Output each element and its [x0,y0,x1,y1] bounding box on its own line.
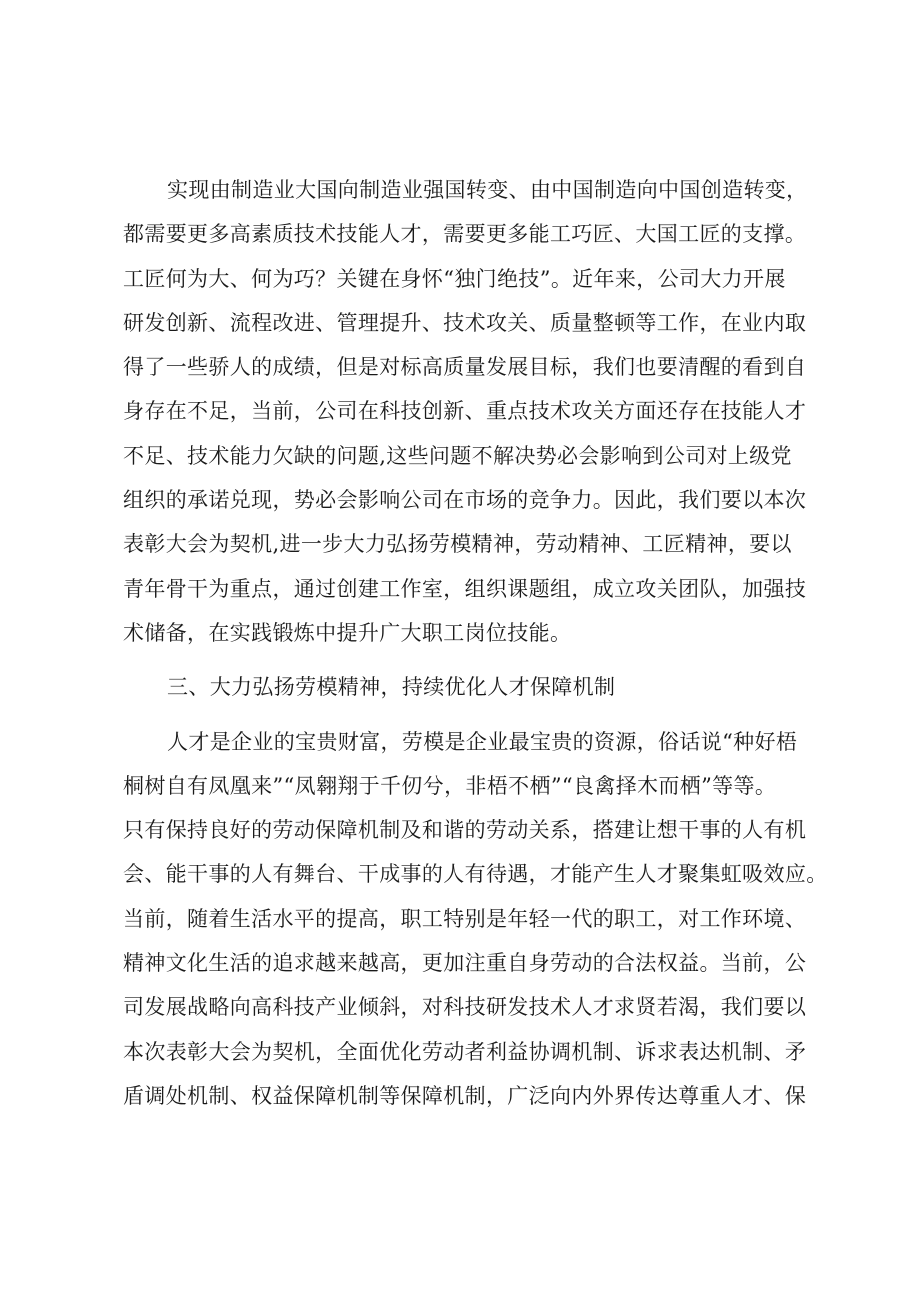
text-line: 青年骨干为重点，通过创建工作室，组织课题组，成立攻关团队，加强技 [123,576,807,601]
section-heading [123,665,805,709]
text-line: 工匠何为大、何为巧？关键在身怀“独门绝技”。近年来，公司大力开展 [123,266,786,291]
paragraph-1 [123,168,808,655]
text-line: 得了一些骄人的成绩，但是对标高质量发展目标，我们也要清醒的看到自 [123,355,807,380]
text-line: 术储备，在实践锻炼中提升广大职工岗位技能。 [123,620,572,645]
text-line: 组织的承诺兑现，势必会影响公司在市场的竞争力。因此，我们要以本次 [123,488,807,513]
text-line: 司发展战略向高科技产业倾斜，对科技研发技术人才求贤若渴，我们要以 [123,995,807,1020]
paragraph-2 [123,720,828,1119]
text-line: 本次表彰大会为契机，全面优化劳动者利益协调机制、诉求表达机制、矛 [123,1039,807,1064]
text-line: 都需要更多高素质技术技能人才，需要更多能工巧匠、大国工匠的支撑。 [123,222,807,247]
document-body [123,168,828,1118]
text-line: 表彰大会为契机,进一步大力弘扬劳模精神，劳动精神、工匠精神，要以 [123,532,792,557]
text-line: 实现由制造业大国向制造业强国转变、由中国制造向中国创造转变， [167,178,808,202]
text-line: 人才是企业的宝贵财富，劳模是企业最宝贵的资源，俗话说“种好梧 [167,729,798,754]
text-line: 桐树自有凤凰来”“凤翱翔于千仞兮，非梧不栖”“良禽择木而栖”等等。 [123,773,777,798]
heading-text: 三、大力弘扬劳模精神，持续优化人才保障机制 [167,675,616,700]
text-line: 盾调处机制、权益保障机制等保障机制，广泛向内外界传达尊重人才、保 [123,1083,807,1108]
text-line: 身存在不足，当前，公司在科技创新、重点技术攻关方面还存在技能人才 [123,399,807,424]
text-line: 只有保持良好的劳动保障机制及和谐的劳动关系，搭建让想干事的人有机 [123,818,807,843]
paragraph-gap [123,710,805,720]
text-line: 研发创新、流程改进、管理提升、技术攻关、质量整顿等工作，在业内取 [123,310,807,335]
text-line: 精神文化生活的追求越来越高，更加注重自身劳动的合法权益。当前，公 [123,951,807,976]
paragraph-gap [123,655,805,665]
text-line: 会、能干事的人有舞台、干成事的人有待遇，才能产生人才聚集虹吸效应。 [123,862,828,887]
text-line: 不足、技术能力欠缺的问题,这些问题不解决势必会影响到公司对上级党 [123,443,792,468]
text-line: 当前，随着生活水平的提高，职工特别是年轻一代的职工，对工作环境、 [123,906,807,931]
